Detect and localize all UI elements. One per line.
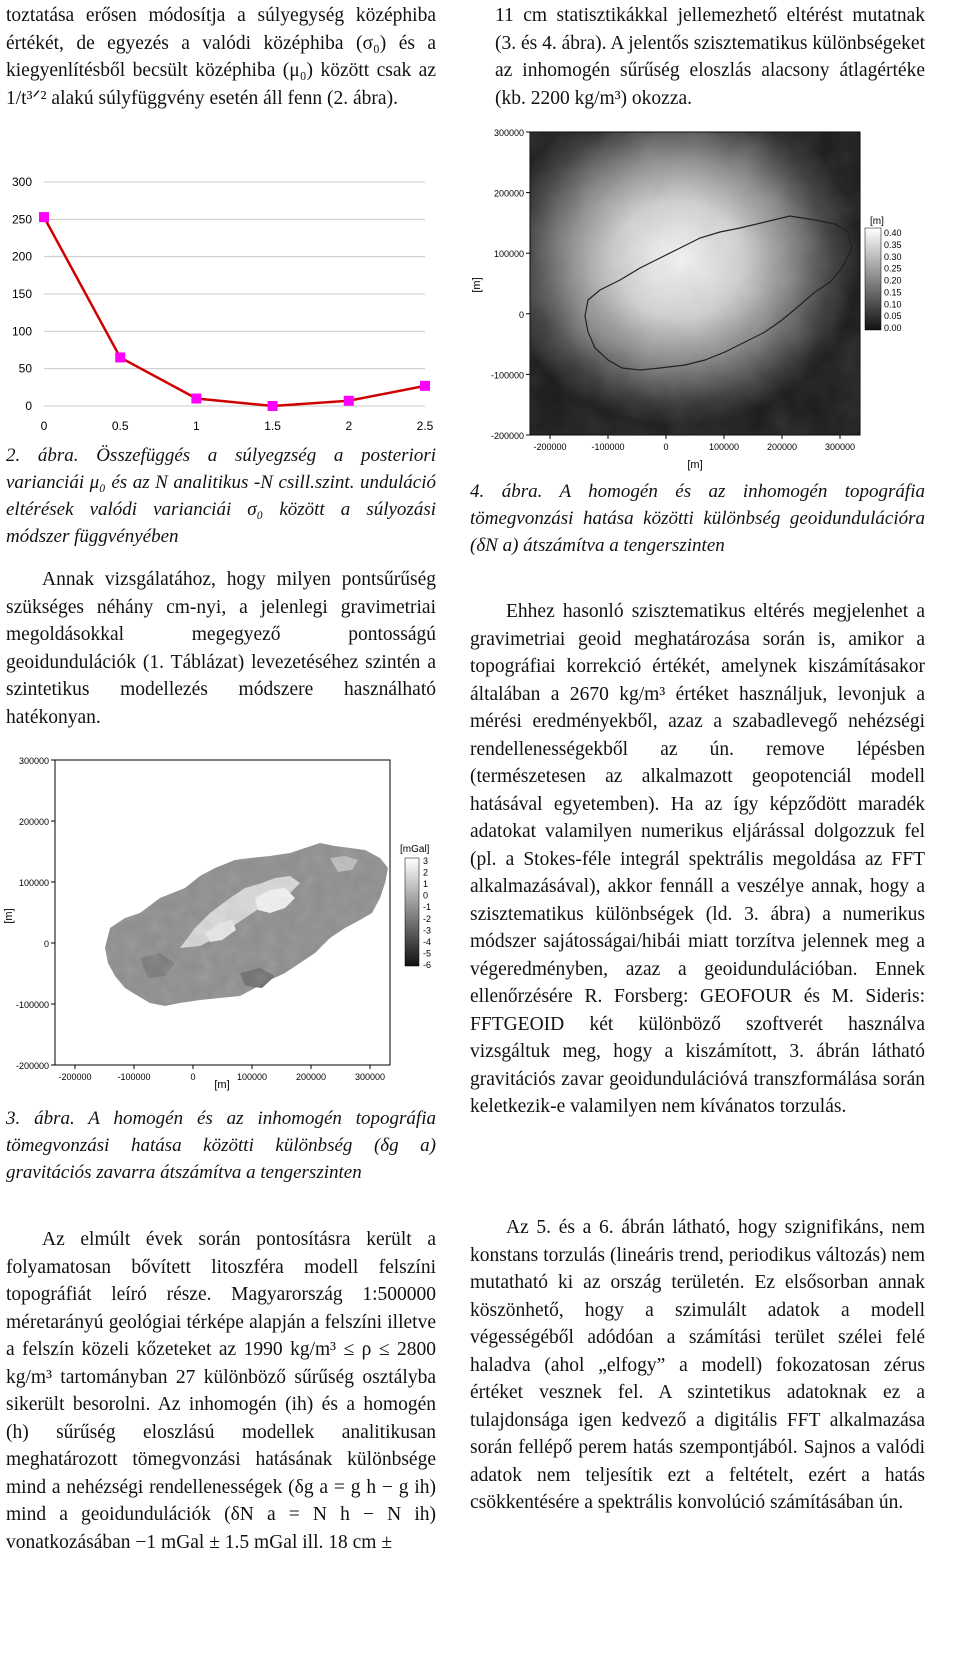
figure-3-caption: 3. ábra. A homogén és az inhomogén topográfia tömegvonzási hatása közötti különbség (δg a) gravitációs zavarra átszámítva a tengerszinten [6, 1108, 436, 1183]
fig3-legend-label: -3 [423, 925, 432, 936]
fig3-legend-label: 1 [423, 879, 429, 890]
figure-2-x-tick-label: 0.5 [111, 419, 129, 433]
fig3-y-tick-label: 0 [43, 939, 49, 949]
figure-2-y-tick-label: 250 [11, 212, 32, 227]
figure-3-legend-labels [423, 856, 431, 970]
figure-2-y-tick-label: 300 [11, 175, 32, 189]
fig4-legend-label: 0.25 [884, 263, 902, 274]
fig4-legend-label: 0.30 [884, 251, 902, 262]
figure-2-data-point [39, 212, 49, 222]
fig4-legend-label: 0.35 [884, 239, 902, 250]
figure-2-data-point [115, 352, 125, 362]
figure-2-data-point [420, 381, 430, 391]
figure-2-series-line [44, 217, 425, 406]
figure-2-y-tick-label: 200 [11, 249, 32, 264]
fig3-x-tick-label: 0 [190, 1072, 196, 1082]
figure-2-caption: 2. ábra. Összefüggés a súlyegzség a posteriori varianciái μ₀ és az N analitikus -N csill.szint. unduláció eltérések valódi varianciái σ₀ között a súlyozási módszer függvényében [6, 445, 436, 547]
fig3-x-tick-label: 300000 [354, 1072, 386, 1082]
fig3-legend-label: -5 [423, 948, 432, 959]
right-intro-block [495, 2, 925, 112]
left-paragraph-1-block [6, 566, 436, 731]
figure-3-caption-block [6, 1105, 436, 1186]
left-intro-text: toztatása erősen módosítja a súlyegység középhiba értékét, de egyezés a valódi középhiba (σ₀) és a kiegyenlítésből becsült középhiba (μ₀) között csak az 1/t³ᐟ² alakú súlyfüggvény esetén áll fenn (2. ábra). [6, 5, 436, 109]
fig4-x-tick-label: -100000 [591, 442, 625, 452]
figure-2-x-tick-label: 1 [193, 419, 200, 433]
fig4-legend-label: 0.10 [884, 299, 902, 310]
fig3-y-tick-label: -200000 [15, 1061, 49, 1071]
fig3-legend-label: 3 [423, 856, 429, 866]
fig3-legend-label: 0 [423, 890, 429, 901]
figure-3-y-ticks [16, 756, 55, 1071]
right-paragraph-1: Ehhez hasonló szisztematikus eltérés megjelenhet a gravimetriai geoid meghatározása során is, amikor a topográfiai korrekció értékét, amelynek kiszámításakor általában a 2670 kg/m³ értéket használjuk, levonjuk a mérési eredményekből, azaz a szabadlevegő nehézségi rendellenességekből az ún. remove lépésben (természetesen az alkalmazott geopotenciál modell hatásával egyetemben). Ha az így képződött maradék adatokat valamilyen numerikus eljárással dolgozzuk fel (pl. a Stokes-féle integrál spektrális megoldása az FFT alkalmazásával), akkor fennáll a veszélye annak, hogy a szisztematikus különbségek (ld. 3. ábra) a numerikus módszer sajátosságai/hibái miatt torzítva jelennek meg a végeredményben, azaz a geoidundulációban. Ennek ellenőrzésére R. Forsberg: GEOFOUR és M. Sideris: FFTGEOID két különböző szoftverét használva vizsgáltuk meg, hogy a kiszámított, 3. ábrán látható gravitációs zavar geoidundulációvá transzformálása során keletkezik-e valamilyen nem kívánatos torzulás. [470, 601, 925, 1117]
fig3-y-tick-label: -100000 [15, 1000, 49, 1010]
fig4-legend-label: 0.05 [884, 311, 902, 322]
right-paragraph-2: Az 5. és a 6. ábrán látható, hogy szignifikáns, nem konstans torzulás (lineáris trend, periodikus változás) nem mutatható ki az ország területén. Ez elsősorban annak köszönhető, hogy a szimulált adatok a modell végességéből adódóan a számítási terület szélei felé haladva (ahol „elfogy” a modell) fokozatosan zérus értéket vesznek fel. A szintetikus adatoknak ez a tulajdonsága igen kedvező a digitális FFT alkalmazása során fellépő perem hatás szempontjából. Sajnos a valódi adatok nem teljesítik ezt a feltételt, ezért a hatás csökkentésére a spektrális konvolúció számításában ún. [470, 1217, 925, 1513]
figure-4-legend-unit: [m] [870, 216, 884, 227]
figure-3-y-axis-label: [m] [3, 908, 15, 924]
figure-4-x-ticks [533, 435, 855, 452]
figure-2-caption-block [6, 442, 436, 550]
figure-4-y-axis-label: [m] [471, 277, 483, 293]
left-paragraph-2: Az elmúlt évek során pontosításra került a folyamatosan bővített litoszféra modell felszíni topográfiát leíró része. Magyarország 1:500000 méretarányú geológiai térképe alapján a felszíni illetve a felszín közeli kőzeteket az 1990 kg/m³ ≤ ρ ≤ 2800 kg/m³ tartományban 27 különböző sűrűség osztályba sikerült besorolni. Az inhomogén (ih) és a homogén (h) sűrűség eloszlású modellek analitikusan meghatározott tömegvonzási hatásának különbsége mind a nehézségi rendellenességek (δg a = g h − g ih) mind a geoidundulációk (δN a = N h − N ih) vonatkozásában −1 mGal ± 1.5 mGal ill. 18 cm ± [6, 1229, 436, 1553]
figure-4-y-ticks [491, 128, 530, 441]
figure-4-legend-labels [884, 228, 902, 333]
fig3-x-tick-label: 100000 [236, 1072, 268, 1082]
left-paragraph-2-block [6, 1226, 436, 1556]
figure-2 [0, 170, 450, 445]
fig4-x-tick-label: -200000 [533, 442, 567, 452]
figure-3 [0, 748, 440, 1098]
figure-2-x-tick-label: 2.5 [416, 419, 434, 433]
fig4-legend-label: 0.20 [884, 275, 902, 286]
figure-3-map [0, 748, 440, 1093]
fig3-x-tick-label: 200000 [295, 1072, 327, 1082]
figure-2-chart [0, 170, 450, 440]
fig4-y-tick-label: 0 [518, 309, 524, 320]
fig4-y-tick-label: -200000 [490, 431, 524, 441]
fig3-y-tick-label: 200000 [18, 817, 49, 827]
fig4-y-tick-label: 100000 [493, 249, 524, 260]
fig4-legend-label: 0.00 [884, 323, 902, 333]
figure-4-map [470, 120, 940, 475]
figure-3-legend-unit: [mGal] [400, 844, 430, 855]
fig3-x-tick-label: -100000 [117, 1072, 151, 1082]
fig3-legend-label: -4 [423, 936, 432, 947]
figure-4-caption: 4. ábra. A homogén és az inhomogén topográfia tömegvonzási hatása közötti különbség geoidundulációra (δN a) átszámítva a tengerszinten [470, 481, 925, 556]
figure-4-x-axis-label: [m] [687, 459, 703, 471]
figure-2-y-tick-label: 0 [25, 399, 32, 413]
fig3-y-tick-label: 100000 [18, 878, 49, 888]
figure-2-data-point [268, 401, 278, 411]
fig3-x-tick-label: -200000 [58, 1072, 92, 1082]
fig4-x-tick-label: 200000 [766, 442, 798, 452]
fig3-legend-label: -1 [423, 902, 432, 913]
figure-2-x-tick-label: 0 [40, 419, 48, 433]
figure-4-caption-block [470, 478, 925, 559]
figure-4 [470, 120, 940, 480]
fig4-y-tick-label: 200000 [493, 188, 524, 199]
figure-2-x-tick-label: 2 [345, 419, 353, 433]
figure-2-y-tick-label: 50 [18, 361, 32, 376]
right-paragraph-1-block [470, 598, 925, 1121]
figure-2-x-tick-label: 1.5 [264, 419, 281, 433]
fig4-x-tick-label: 0 [663, 442, 669, 452]
fig4-legend-label: 0.40 [884, 228, 902, 238]
figure-2-data-point [344, 396, 354, 406]
fig4-y-tick-label: 300000 [493, 128, 524, 138]
figure-2-y-tick-label: 100 [11, 324, 32, 339]
left-paragraph-1: Annak vizsgálatához, hogy milyen pontsűrűség szükséges néhány cm-nyi, a jelenlegi gravimetriai megoldásokkal megegyező pontosságú geoidundulációk (1. Táblázat) levezetéséhez szintén a szintetikus modellezés módszere használható hatékonyan. [6, 569, 436, 728]
fig3-legend-label: 2 [423, 867, 429, 878]
fig3-legend-label: -6 [423, 960, 432, 970]
fig3-legend-label: -2 [423, 913, 432, 924]
figure-4-legend-bar [865, 228, 881, 330]
right-paragraph-2-block [470, 1214, 925, 1517]
fig4-legend-label: 0.15 [884, 287, 902, 298]
fig4-x-tick-label: 300000 [824, 442, 856, 452]
figure-2-data-point [191, 394, 201, 404]
fig4-x-tick-label: 100000 [708, 442, 740, 452]
figure-3-legend-bar [405, 858, 419, 966]
right-intro-text: 11 cm statisztikákkal jellemezhető eltérést mutatnak (3. és 4. ábra). A jelentős szisztematikus különbségeket az inhomogén sűrűség eloszlás alacsony átlagértéke (kb. 2200 kg/m³) okozza. [495, 5, 925, 109]
figure-3-x-axis-label: [m] [214, 1079, 230, 1091]
fig4-y-tick-label: -100000 [490, 370, 524, 381]
figure-2-y-tick-label: 150 [11, 287, 32, 301]
fig3-y-tick-label: 300000 [18, 756, 49, 766]
